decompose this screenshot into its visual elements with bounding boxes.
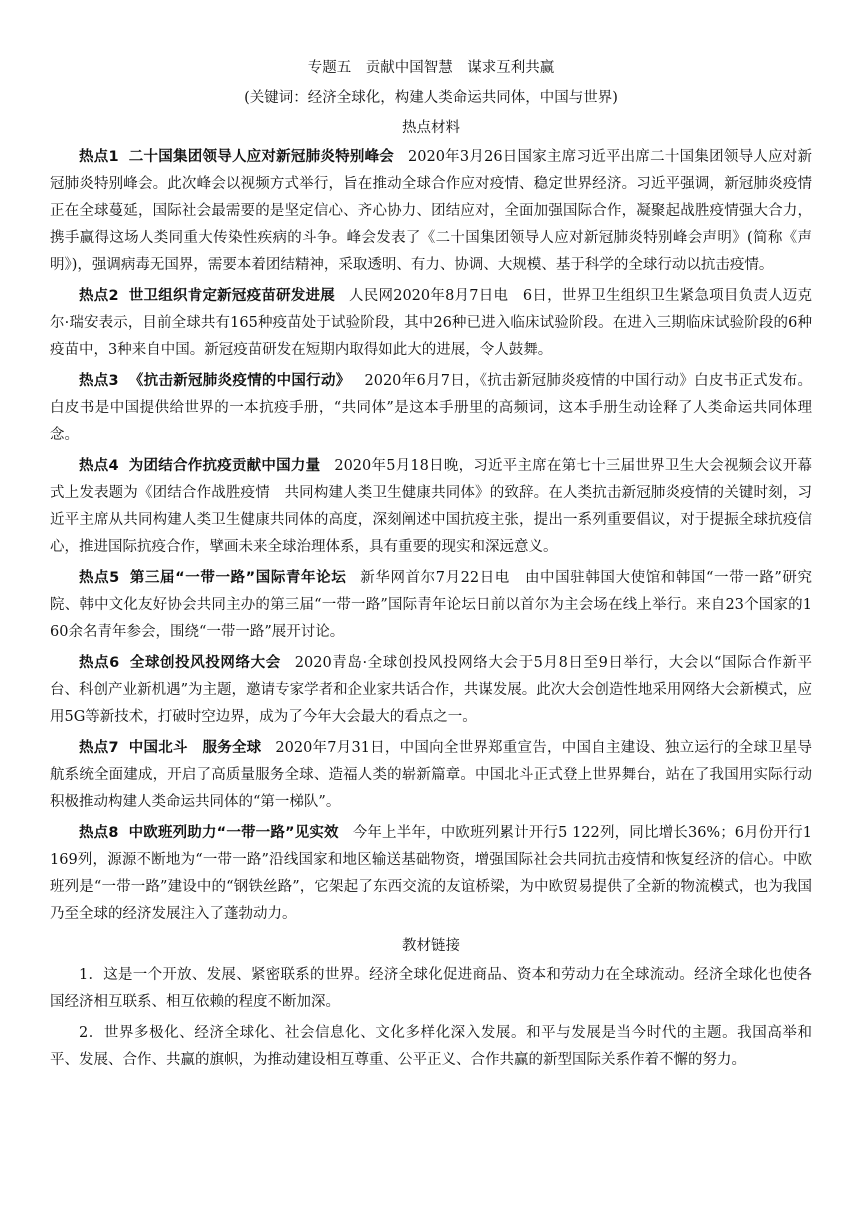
textbook-link-item: 1．这是一个开放、发展、紧密联系的世界。经济全球化促进商品、资本和劳动力在全球流动。经济全球化也使各国经济相互联系、相互依赖的程度不断加深。 xyxy=(50,967,812,1010)
hot-item-body: 今年上半年，中欧班列累计开行5 122列，同比增长36%；6月份开行1 169列，源源不断地为“一带一路”沿线国家和地区输送基础物资，增强国际社会共同抗击疫情和恢复经济的信心。中欧班列是“一带一路”建设中的“钢铁丝路”，它架起了东西交流的友谊桥梁，为中欧贸易提供了全新的物流模式，也为我国乃至全球的经济发展注入了蓬勃动力。 xyxy=(50,825,812,922)
document-page xyxy=(50,56,812,1078)
hot-item-body: 2020年5月18日晚，习近平主席在第七十三届世界卫生大会视频会议开幕式上发表题为《团结合作战胜疫情 共同构建人类卫生健康共同体》的致辞。在人类抗击新冠肺炎疫情的关键时刻，习近平主席从共同构建人类卫生健康共同体的高度，深刻阐述中国抗疫主张，提出一系列重要倡议，对于提振全球抗疫信心，推进国际抗疫合作，擘画未来全球治理体系，具有重要的现实和深远意义。 xyxy=(50,458,812,555)
hot-item-body: 2020青岛·全球创投风投网络大会于5月8日至9日举行，大会以“国际合作新平台、科创产业新机遇”为主题，邀请专家学者和企业家共话合作，共谋发展。此次大会创造性地采用网络大会新模式，应用5G等新技术，打破时空边界，成为了今年大会最大的看点之一。 xyxy=(50,655,813,725)
document-title: 专题五 贡献中国智慧 谋求互利共赢 xyxy=(307,60,555,76)
hot-item xyxy=(50,820,812,928)
hot-item-title: 全球创投风投网络大会 xyxy=(129,655,281,671)
hot-materials-heading: 热点材料 xyxy=(402,120,460,136)
textbook-links-heading: 教材链接 xyxy=(402,938,460,954)
textbook-links-list xyxy=(50,962,812,1074)
hot-item-body: 人民网2020年8月7日电 6日，世界卫生组织卫生紧急项目负责人迈克尔·瑞安表示，目前全球共有165种疫苗处于试验阶段，其中26种已进入临床试验阶段。在进入三期临床试验阶段的6种疫苗中，3种来自中国。新冠疫苗研发在短期内取得如此大的进展，令人鼓舞。 xyxy=(50,288,813,358)
hot-item-label: 热点6 xyxy=(79,655,120,671)
hot-item xyxy=(50,565,812,646)
hot-item-body: 2020年3月26日国家主席习近平出席二十国集团领导人应对新冠肺炎特别峰会。此次峰会以视频方式举行，旨在推动全球合作应对疫情、稳定世界经济。习近平强调，新冠肺炎疫情正在全球蔓延，国际社会最需要的是坚定信心、齐心协力、团结应对，全面加强国际合作，凝聚起战胜疫情强大合力，携手赢得这场人类同重大传染性疾病的斗争。峰会发表了《二十国集团领导人应对新冠肺炎特别峰会声明》(简称《声明》)，强调病毒无国界，需要本着团结精神，采取透明、有力、协调、大规模、基于科学的全球行动以抗击疫情。 xyxy=(50,149,813,273)
hot-item-title: 中欧班列助力“一带一路”见实效 xyxy=(128,825,339,841)
hot-item-label: 热点7 xyxy=(79,740,119,756)
hot-item-body: 2020年7月31日，中国向全世界郑重宣告，中国自主建设、独立运行的全球卫星导航系统全面建成，开启了高质量服务全球、造福人类的崭新篇章。中国北斗正式登上世界舞台，站在了我国用实际行动积极推动构建人类命运共同体的“第一梯队”。 xyxy=(50,740,812,810)
hot-item xyxy=(50,453,812,561)
hot-item-label: 热点3 xyxy=(79,373,119,389)
hot-item-body: 新华网首尔7月22日电 由中国驻韩国大使馆和韩国“一带一路”研究院、韩中文化友好协会共同主办的第三届“一带一路”国际青年论坛日前以首尔为主会场在线上举行。来自23个国家的160余名青年参会，围绕“一带一路”展开讨论。 xyxy=(50,570,813,640)
hot-item-title: 二十国集团领导人应对新冠肺炎特别峰会 xyxy=(128,149,395,165)
hot-item-label: 热点1 xyxy=(79,149,119,165)
hot-item-title: 第三届“一带一路”国际青年论坛 xyxy=(129,570,347,586)
hot-item-label: 热点5 xyxy=(79,570,120,586)
hot-item-title: 为团结合作抗疫贡献中国力量 xyxy=(128,458,321,474)
hot-materials-list xyxy=(50,144,812,928)
hot-item-label: 热点2 xyxy=(79,288,119,304)
hot-item xyxy=(50,650,812,731)
hot-item xyxy=(50,283,812,364)
hot-item-label: 热点4 xyxy=(79,458,119,474)
keywords-line: (关键词：经济全球化，构建人类命运共同体，中国与世界) xyxy=(244,90,618,106)
hot-item-title: 《抗击新冠肺炎疫情的中国行动》 xyxy=(128,373,351,389)
hot-item xyxy=(50,368,812,449)
hot-item-label: 热点8 xyxy=(79,825,119,841)
hot-item-body: 2020年6月7日，《抗击新冠肺炎疫情的中国行动》白皮书正式发布。白皮书是中国提供给世界的一本抗疫手册，“共同体”是这本手册里的高频词，这本手册生动诠释了人类命运共同体理念。 xyxy=(50,373,812,443)
hot-item-title: 中国北斗 服务全球 xyxy=(128,740,262,756)
hot-item xyxy=(50,144,812,279)
textbook-link-item: 2．世界多极化、经济全球化、社会信息化、文化多样化深入发展。和平与发展是当今时代的主题。我国高举和平、发展、合作、共赢的旗帜，为推动建设相互尊重、公平正义、合作共赢的新型国际关系作着不懈的努力。 xyxy=(50,1025,812,1068)
hot-item xyxy=(50,735,812,816)
hot-item-title: 世卫组织肯定新冠疫苗研发进展 xyxy=(128,288,336,304)
